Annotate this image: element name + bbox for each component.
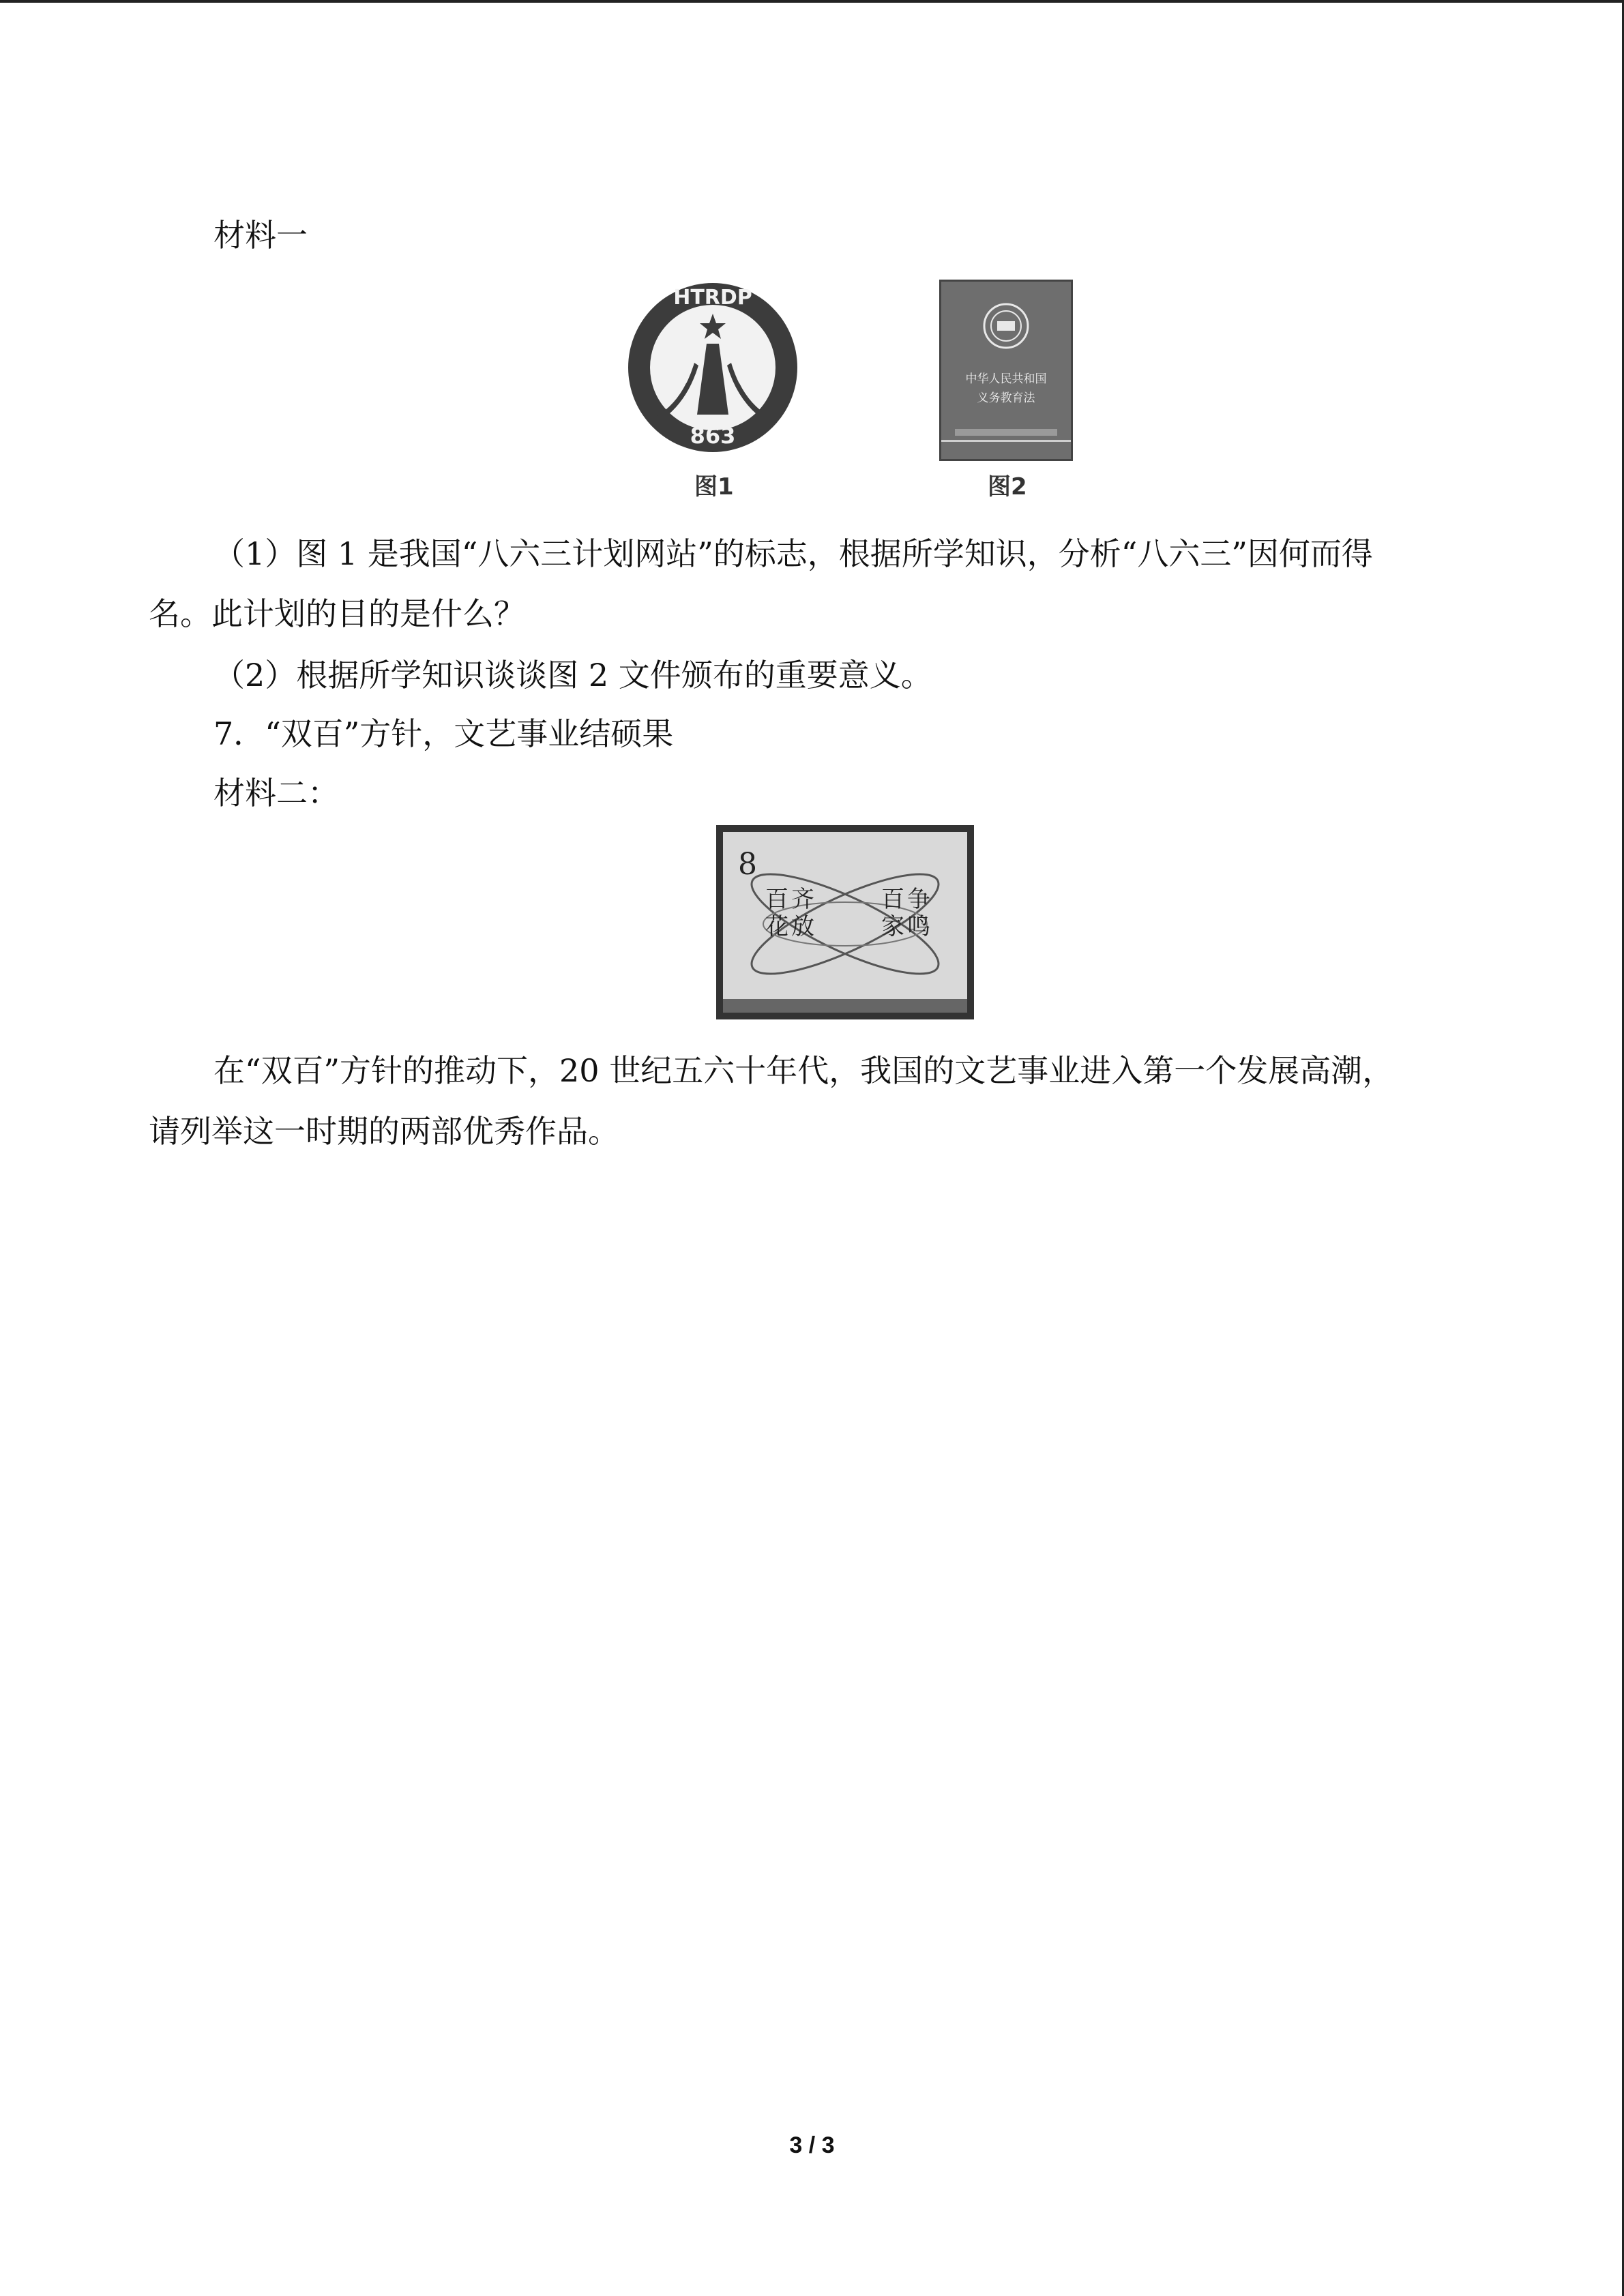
htrdp-logo-icon xyxy=(626,281,799,454)
national-emblem-icon xyxy=(941,282,1071,459)
material-one-label: 材料一 xyxy=(213,217,308,254)
atom-orbit-icon xyxy=(723,832,967,1013)
figure1-logo xyxy=(626,281,799,457)
stamp-right-char-3: 争 xyxy=(907,886,930,913)
stamp-right-char-1: 百 xyxy=(881,886,904,913)
stamp-left-char-1: 百 xyxy=(765,886,788,913)
stamp-left-char-4: 放 xyxy=(791,913,814,940)
stamp-left-char-2: 花 xyxy=(765,913,788,940)
cover-line2: 义务教育法 xyxy=(977,391,1035,405)
figure2-book-cover xyxy=(939,280,1073,461)
stamp-left-char-3: 齐 xyxy=(791,886,814,913)
cover-line1: 中华人民共和国 xyxy=(965,372,1047,386)
logo-bottom-text: 863 xyxy=(690,423,736,449)
stamp-right-char-2: 家 xyxy=(881,913,904,940)
stamp-right-char-4: 鸣 xyxy=(907,913,930,940)
figure2-caption: 图2 xyxy=(988,473,1027,501)
material-two-label: 材料二： xyxy=(213,775,339,811)
paragraph-line2: 请列举这一时期的两部优秀作品。 xyxy=(149,1113,619,1150)
paragraph-line1: 在“双百”方针的推动下，20 世纪五六十年代，我国的文艺事业进入第一个发展高潮， xyxy=(213,1052,1394,1089)
page-number: 3 / 3 xyxy=(789,2132,835,2158)
page-top-border xyxy=(0,0,1624,3)
question7-heading: 7．“双百”方针，文艺事业结硕果 xyxy=(213,715,674,752)
question1-line1: （1）图 1 是我国“八六三计划网站”的标志，根据所学知识，分析“八六三”因何而得 xyxy=(213,535,1373,572)
question1-line2: 名。此计划的目的是什么？ xyxy=(149,595,525,632)
stamp-image xyxy=(716,825,974,1019)
figure1-caption: 图1 xyxy=(694,473,734,501)
question2: （2）根据所学知识谈谈图 2 文件颁布的重要意义。 xyxy=(213,657,932,694)
logo-top-text: HTRDP xyxy=(673,286,752,310)
stamp-value: 8 xyxy=(738,847,757,882)
